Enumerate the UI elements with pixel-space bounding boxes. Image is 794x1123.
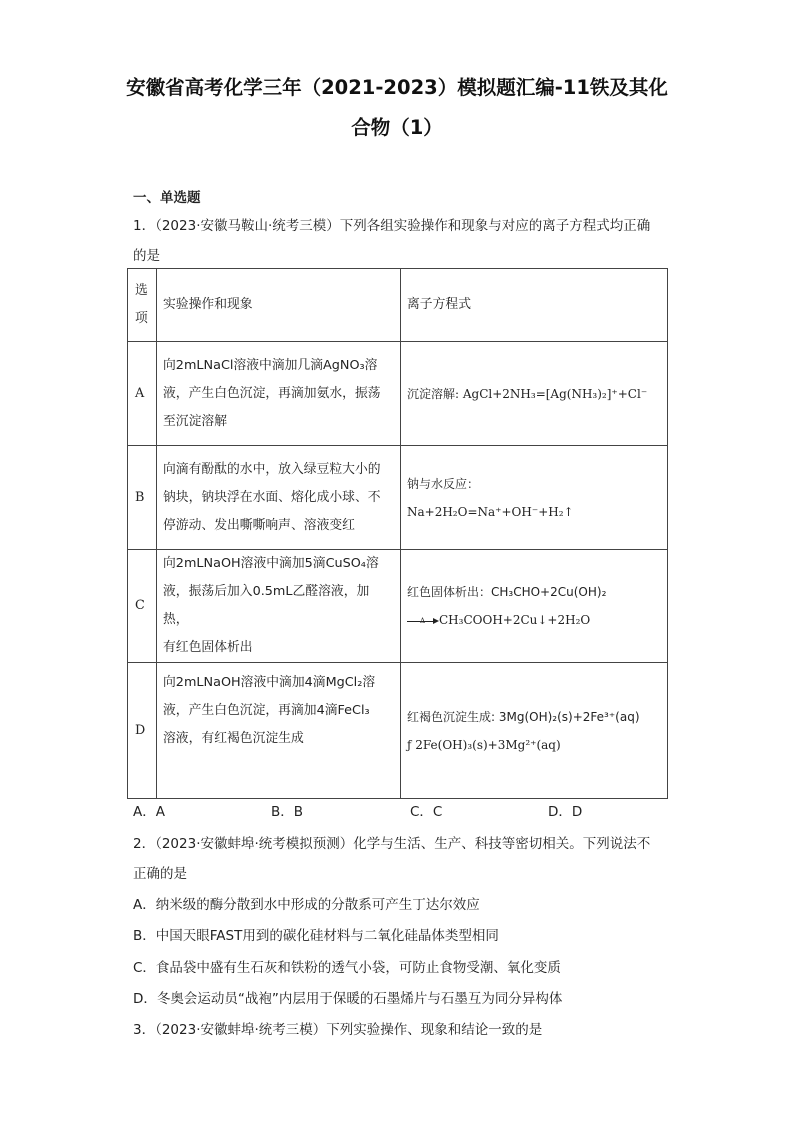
header-option-char-1: 选 [135, 283, 148, 298]
row-operation-cell [157, 342, 401, 446]
equation-line: 钠与水反应： [407, 476, 480, 491]
row-equation-cell [401, 550, 668, 663]
row-option-label: A [128, 342, 157, 446]
question-1-stem-line-1: 1．（2023·安徽马鞍山·统考三模）下列各组实验操作和现象与对应的离子方程式均正确 [133, 218, 651, 234]
equation-line: 沉淀溶解: AgCl+2NH₃=[Ag(NH₃)₂]⁺+Cl⁻ [407, 386, 648, 401]
row-operation-cell [157, 446, 401, 550]
row-option-label: C [128, 550, 157, 663]
row-option-label: D [128, 663, 157, 799]
document-title-line-1: 安徽省高考化学三年（2021-2023）模拟题汇编-11铁及其化 [126, 76, 668, 99]
equation-line: 红褐色沉淀生成: 3Mg(OH)₂(s)+2Fe³⁺(aq) [407, 709, 640, 724]
operation-line: 钠块，钠块浮在水面、熔化成小球、不 [163, 489, 381, 505]
operation-line: 向滴有酚酞的水中，放入绿豆粒大小的 [163, 461, 381, 477]
row-operation-cell [157, 663, 401, 799]
table-row [128, 446, 668, 550]
equation-line: 红色固体析出：CH₃CHO+2Cu(OH)₂ [407, 585, 607, 599]
table-row [128, 663, 668, 799]
operation-line: 至沉淀溶解 [163, 413, 227, 429]
row-operation-cell [157, 550, 401, 663]
question-2-option-a[interactable]: A．纳米级的酶分散到水中形成的分散系可产生丁达尔效应 [133, 897, 480, 913]
equation-line: ƒ 2Fe(OH)₃(s)+3Mg²⁺(aq) [407, 737, 561, 752]
operation-line: 液，产生白色沉淀，再滴加4滴FeCl₃ [163, 703, 370, 718]
choice-d[interactable]: D．D [548, 804, 583, 820]
equation-line [407, 606, 661, 634]
table-row [128, 342, 668, 446]
operation-line: 液，振荡后加入0.5mL乙醛溶液，加热， [163, 584, 370, 627]
choice-a[interactable]: A．A [133, 804, 165, 820]
operation-line: 向2mLNaOH溶液中滴加4滴MgCl₂溶 [163, 675, 376, 690]
row-equation-cell [401, 446, 668, 550]
equation-line: Na+2H₂O=Na⁺+OH⁻+H₂↑ [407, 504, 574, 519]
question-2-option-c[interactable]: C．食品袋中盛有生石灰和铁粉的透气小袋，可防止食物受潮、氧化变质 [133, 960, 561, 976]
header-option-char-2: 项 [135, 311, 148, 326]
operation-line: 液，产生白色沉淀，再滴加氨水，振荡 [163, 385, 381, 401]
choice-c[interactable]: C．C [410, 804, 443, 820]
row-equation-cell [401, 663, 668, 799]
operation-line: 有红色固体析出 [163, 640, 253, 655]
question-2-stem-line-1: 2．（2023·安徽蚌埠·统考模拟预测）化学与生活、生产、科技等密切相关。下列说法不 [133, 836, 651, 852]
operation-line: 向2mLNaOH溶液中滴加5滴CuSO₄溶 [163, 556, 379, 571]
operation-line: 向2mLNaCl溶液中滴加几滴AgNO₃溶 [163, 357, 378, 373]
header-equation-cell: 离子方程式 [401, 269, 668, 342]
question-2-option-b[interactable]: B．中国天眼FAST用到的碳化硅材料与二氧化硅晶体类型相同 [133, 928, 499, 944]
table-row [128, 550, 668, 663]
operation-line: 停游动、发出嘶嘶响声、溶液变红 [163, 517, 355, 533]
heating-arrow-icon [407, 616, 439, 626]
question-2-stem-line-2: 正确的是 [133, 866, 187, 882]
choice-b[interactable]: B．B [271, 804, 304, 820]
question-1-table [127, 268, 668, 799]
question-2-option-d[interactable]: D．冬奥会运动员“战袍”内层用于保暖的石墨烯片与石墨互为同分异构体 [133, 991, 563, 1007]
section-heading: 一、单选题 [133, 190, 201, 206]
header-operation-cell: 实验操作和现象 [157, 269, 401, 342]
question-3-stem-line-1: 3．（2023·安徽蚌埠·统考三模）下列实验操作、现象和结论一致的是 [133, 1022, 543, 1038]
question-1-stem-line-2: 的是 [133, 248, 160, 264]
equation-product-text: CH₃COOH+2Cu↓+2H₂O [439, 613, 591, 627]
header-option-cell [128, 269, 157, 342]
document-title-line-2: 合物（1） [351, 116, 443, 139]
row-equation-cell [401, 342, 668, 446]
heating-label: Δ [420, 616, 426, 625]
row-option-label: B [128, 446, 157, 550]
operation-line: 溶液，有红褐色沉淀生成 [163, 731, 304, 746]
table-header-row [128, 269, 668, 342]
